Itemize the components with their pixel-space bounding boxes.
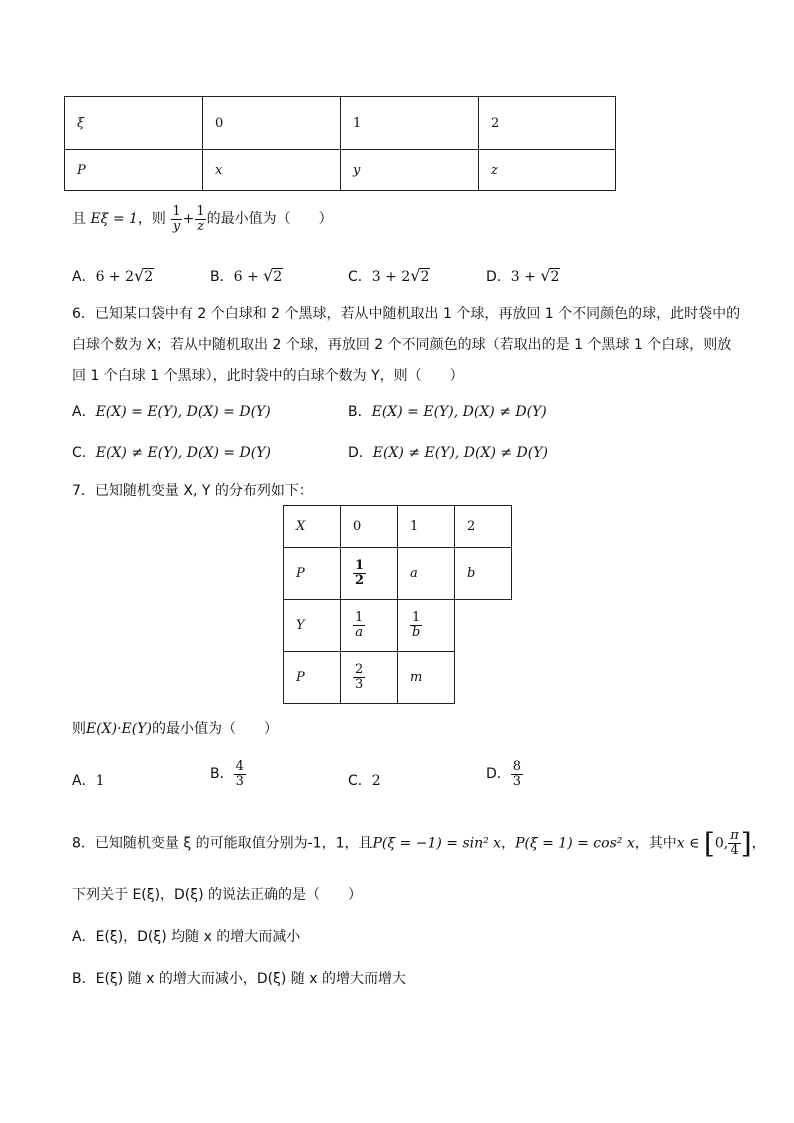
sqrt-symbol: √2 <box>263 266 283 285</box>
question-6-line-2: 白球个数为 X；若从中随机取出 2 个球，再放回 2 个不同颜色的球（若取出的是 1 个黑球 1 个白球，则放 <box>72 337 732 353</box>
table-cell: 0 <box>341 506 398 548</box>
empty-cell <box>455 600 512 652</box>
plus-sign: + <box>182 211 195 228</box>
question-7-ask: 则E(X)·E(Y)的最小值为（ ） <box>72 721 278 737</box>
distribution-table-2 <box>283 505 512 704</box>
question-5-option-d[interactable]: D．3 + √2 <box>486 266 560 285</box>
fraction: $\frac{1}{z}$ <box>196 204 205 234</box>
question-6-option-a[interactable]: A．E(X) = E(Y), D(X) = D(Y) <box>72 404 271 420</box>
table-cell <box>341 548 398 600</box>
question-6-option-c[interactable]: C．E(X) ≠ E(Y), D(X) = D(Y) <box>72 445 271 461</box>
table-cell: x <box>203 150 341 191</box>
question-7-option-c[interactable]: C．2 <box>348 773 381 789</box>
table-cell: 1 <box>398 506 455 548</box>
question-6-option-d[interactable]: D．E(X) ≠ E(Y), D(X) ≠ D(Y) <box>348 445 548 461</box>
table-cell: ξ <box>65 97 203 150</box>
sqrt-symbol: √2 <box>410 266 430 285</box>
question-6-option-b[interactable]: B．E(X) = E(Y), D(X) ≠ D(Y) <box>348 404 547 420</box>
question-5-option-c[interactable]: C．3 + 2√2 <box>348 266 430 285</box>
table-cell: y <box>341 150 479 191</box>
text: 且 <box>72 211 86 228</box>
math-expression: Eξ = 1 <box>90 211 138 228</box>
question-7-option-a[interactable]: A．1 <box>72 773 105 789</box>
sqrt-symbol: √2 <box>540 266 560 285</box>
question-7-option-b[interactable]: B． $\frac{4}{3}$ <box>210 759 244 789</box>
fraction: $\frac{1}{a}$ <box>355 610 364 640</box>
table-cell: 2 <box>479 97 616 150</box>
question-8-option-a[interactable]: A．E(ξ)，D(ξ) 均随 x 的增大而减小 <box>72 929 301 945</box>
table-cell: a <box>398 548 455 600</box>
table-cell: b <box>455 548 512 600</box>
table-cell: P <box>65 150 203 191</box>
left-bracket: [ <box>703 827 715 860</box>
table-cell: Y <box>284 600 341 652</box>
distribution-table-1 <box>64 96 616 191</box>
table-cell: X <box>284 506 341 548</box>
question-8-option-b[interactable]: B．E(ξ) 随 x 的增大而减小，D(ξ) 随 x 的增大而增大 <box>72 971 406 987</box>
fraction: $\frac{4}{3}$ <box>235 759 244 789</box>
fraction: $\frac{\pi}{4}$ <box>730 828 739 858</box>
table-cell: P <box>284 548 341 600</box>
table-cell: z <box>479 150 616 191</box>
table-cell: 1 <box>341 97 479 150</box>
text: ，则 <box>137 211 166 228</box>
text: 的最小值为（ ） <box>206 211 333 228</box>
question-6-line-1: 6．已知某口袋中有 2 个白球和 2 个黑球，若从中随机取出 1 个球，再放回 1 个不同颜色的球，此时袋中的 <box>72 306 741 322</box>
fraction: $\frac{1}{y}$ <box>172 204 181 234</box>
question-5-option-b[interactable]: B．6 + √2 <box>210 266 283 285</box>
question-7-stem: 7．已知随机变量 X, Y 的分布列如下： <box>72 483 313 499</box>
sqrt-symbol: √2 <box>134 266 154 285</box>
question-7-option-d[interactable]: D． $\frac{8}{3}$ <box>486 759 522 789</box>
table-cell <box>341 600 398 652</box>
fraction: $\frac{1}{b}$ <box>412 610 421 640</box>
table-cell: 0 <box>203 97 341 150</box>
question-8-line-1: 8．已知随机变量 ξ 的可能取值分别为-1，1，且P(ξ = −1) = sin² x，P(ξ = 1) = cos² x，其中x ∈ [0, $\frac{\pi}{4}$ ]， <box>72 827 766 860</box>
table-cell <box>398 600 455 652</box>
table-cell: P <box>284 652 341 704</box>
table-cell <box>341 652 398 704</box>
question-6-line-3: 回 1 个白球 1 个黑球），此时袋中的白球个数为 Y，则（ ） <box>72 368 464 384</box>
question-8-line-2: 下列关于 E(ξ)，D(ξ) 的说法正确的是（ ） <box>72 887 362 903</box>
right-bracket: ] <box>740 827 752 860</box>
fraction: $\frac{8}{3}$ <box>512 759 522 789</box>
empty-cell <box>455 652 512 704</box>
question-5-stem <box>72 205 333 233</box>
fraction: $\frac{1}{2}$ <box>355 558 365 588</box>
table-cell: m <box>398 652 455 704</box>
table-cell: 2 <box>455 506 512 548</box>
fraction: $\frac{2}{3}$ <box>355 662 364 692</box>
question-5-option-a[interactable]: A．6 + 2√2 <box>72 266 154 285</box>
